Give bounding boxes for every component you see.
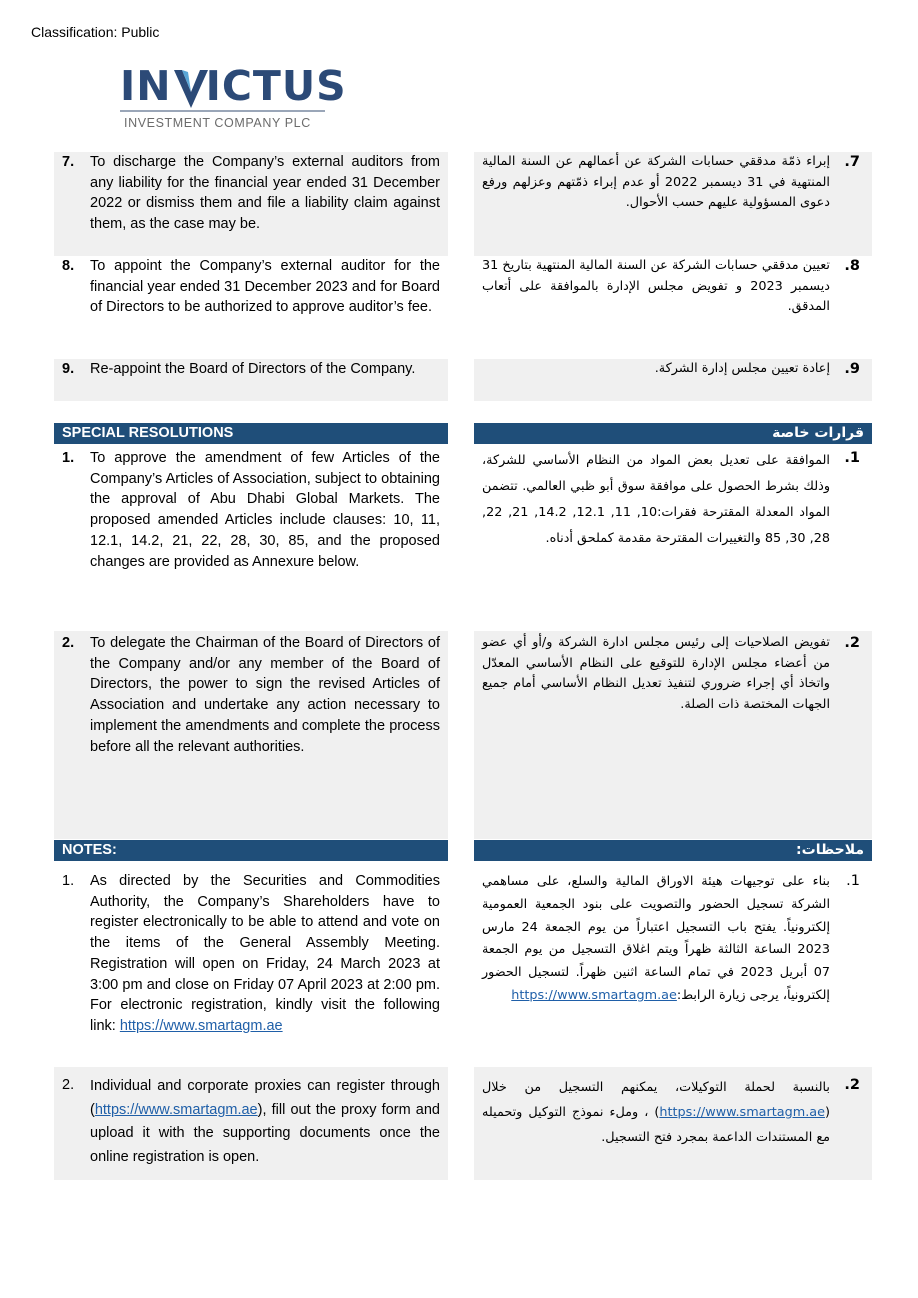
classification-label: Classification: Public: [31, 24, 160, 40]
resolution-number: 1.: [62, 450, 75, 466]
resolution-number: 9.: [62, 361, 75, 377]
logo-divider: [120, 110, 325, 112]
note-number: 2.: [62, 1077, 75, 1093]
smartagm-link[interactable]: https://www.smartagm.ae: [511, 987, 677, 1003]
note-1-ar: [474, 861, 872, 1057]
note-text: Individual and corporate proxies can register through (https://www.smartagm.ae), fill out the proxy form and upload it with the supporting documents once the online registration is open.: [90, 1078, 440, 1165]
logo-wordmark: IN ICTUS: [120, 62, 347, 110]
resolution-number: 7.: [62, 154, 75, 170]
note-number: .1: [846, 873, 860, 889]
resolution-7-en: [54, 152, 448, 256]
resolution-number: .1: [844, 450, 860, 466]
resolution-8-en: [54, 256, 448, 349]
resolution-9-en: [54, 359, 448, 401]
resolution-number: 2.: [62, 635, 75, 651]
special-resolution-2-ar: [474, 631, 872, 839]
resolution-text: Re-appoint the Board of Directors of the Company.: [90, 361, 416, 377]
resolution-7-ar: [474, 152, 872, 256]
note-2-ar: [474, 1067, 872, 1180]
note-text: بالنسبة لحملة التوكيلات، يمكنهم التسجيل من خلال (https://www.smartagm.ae) ، وملء نموذج التوكيل وتحميله مع المستندات الداعمة بمجرد فتح التسجيل.: [482, 1080, 830, 1145]
resolution-text: الموافقة على تعديل بعض المواد من النظام الأساسي للشركة، وذلك بشرط الحصول على موافقة سوق أبو ظبي العالمي. تتضمن المواد المعدلة المقترحة فقرات:10, 11, 12.1, 14.2, 21, 22, 28, 30, 85 والتغييرات المقترحة مقدمة كملحق أدناه.: [482, 453, 830, 546]
resolution-number: .8: [844, 258, 860, 274]
resolution-number: .9: [844, 361, 860, 377]
resolution-text: To appoint the Company’s external auditor for the financial year ended 31 December 2023 and for Board of Directors to be authorized to approve auditor’s fee.: [90, 258, 440, 316]
resolution-number: .7: [844, 154, 860, 170]
smartagm-link[interactable]: https://www.smartagm.ae: [94, 1101, 258, 1118]
logo-v-mark-icon: [172, 66, 210, 110]
company-logo: [120, 62, 347, 134]
smartagm-link[interactable]: https://www.smartagm.ae: [659, 1105, 825, 1120]
resolution-text: To approve the amendment of few Articles of the Company’s Articles of Association, subject to obtaining the approval of Abu Dhabi Global Markets. The proposed amended Articles include clauses: 10, 11, 12.1, 14.2, 21, 22, 28, 30, 85, and the proposed changes are provided as Annexure below.: [90, 450, 440, 570]
note-number: .2: [844, 1077, 860, 1093]
special-resolutions-header-ar: قرارات خاصة: [474, 423, 872, 444]
resolution-text: To delegate the Chairman of the Board of Directors of the Company and/or any member of the Board of Directors, the power to sign the revised Articles of Association and undertake any action necessary to implement the amendments and complete the process before all the relevant authorities.: [90, 635, 440, 755]
resolution-number: 8.: [62, 258, 75, 274]
resolution-text: To discharge the Company’s external auditors from any liability for the financial year ended 31 December 2022 or dismiss them and file a liability claim against them, as the case may be.: [90, 154, 440, 233]
notes-header-ar: ملاحظات:: [474, 840, 872, 861]
smartagm-link[interactable]: https://www.smartagm.ae: [119, 1017, 283, 1034]
special-resolution-2-en: [54, 631, 448, 839]
special-resolutions-header: SPECIAL RESOLUTIONS: [54, 423, 448, 444]
note-1-en: [54, 861, 448, 1057]
note-2-en: [54, 1067, 448, 1180]
resolution-text: تفويض الصلاحيات إلى رئيس مجلس ادارة الشركة و/أو أي عضو من أعضاء مجلس الإدارة للتوقيع على النظام الأساسي المعدّل واتخاذ أي إجراء ضروري لتنفيذ تعديل النظام الأساسي أمام جميع الجهات المختصة ذات الصلة.: [482, 635, 830, 713]
note-text: As directed by the Securities and Commodities Authority, the Company’s Shareholders have to register electronically to be able to attend and vote on the items of the General Assembly Meeting. Registration will open on Friday, 24 March 2023 at 3:00 pm and close on Friday 07 April 2023 at 2:00 pm. For electronic registration, kindly visit the following link: https://www.smartagm.ae: [90, 873, 440, 1034]
resolution-8-ar: [474, 256, 872, 349]
notes-header: NOTES:: [54, 840, 448, 861]
note-number: 1.: [62, 873, 75, 889]
resolution-text: إبراء ذمّة مدققي حسابات الشركة عن أعمالهم عن السنة المالية المنتهية في 31 ديسمبر 2022 أو عدم إبراء ذمّتهم وعزلهم ورفع دعوى المسؤولية عليهم حسب الأحوال.: [482, 154, 830, 211]
resolution-number: .2: [844, 635, 860, 651]
resolution-9-ar: [474, 359, 872, 401]
resolution-text: تعيين مدققي حسابات الشركة عن السنة المالية المنتهية بتاريخ 31 ديسمبر 2023 و تفويض مجلس الإدارة بالموافقة على أتعاب المدقق.: [482, 258, 830, 315]
special-resolution-1-ar: [474, 444, 872, 631]
note-text: بناء على توجيهات هيئة الاوراق المالية والسلع، على مساهمي الشركة تسجيل الحضور والتصويت على بنود الجمعية العمومية إلكترونياً. يفتح باب التسجيل اعتباراً من يوم الجمعة 24 مارس 2023 الساعة الثالثة ظهراً ويتم اغلاق التسجيل من يوم الجمعة 07 أبريل 2023 في تمام الساعة اثنين ظهراً. لتسجيل الحضور إلكترونياً، يرجى زيارة الرابط:https://www.smartagm.ae: [482, 874, 831, 1003]
logo-subtitle: INVESTMENT COMPANY PLC: [124, 116, 311, 130]
resolution-text: إعادة تعيين مجلس إدارة الشركة.: [654, 361, 830, 376]
special-resolution-1-en: [54, 444, 448, 631]
